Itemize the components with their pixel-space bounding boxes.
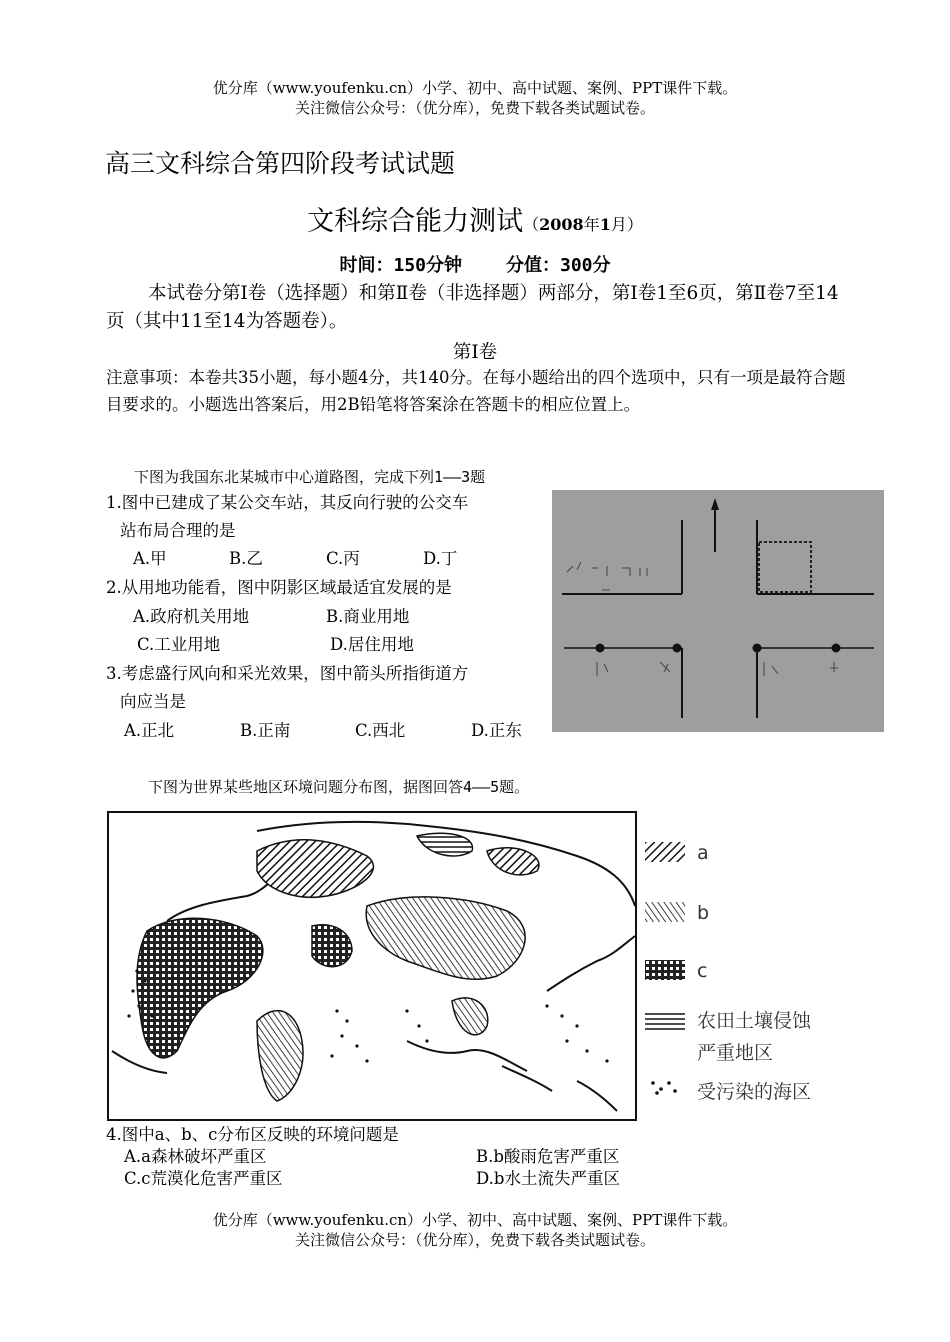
time-score-line <box>0 251 950 277</box>
footer-line-2: 关注微信公众号：（优分库），免费下载各类试题试卷。 <box>294 1231 655 1249</box>
q4-option-a: A.a森林破坏严重区 <box>124 1147 267 1166</box>
legend-item-polluted-sea <box>645 1077 811 1104</box>
bus-stop-yi <box>673 644 682 653</box>
road-map-drawing <box>552 490 884 732</box>
q2-option-d: D.居住用地 <box>330 635 414 654</box>
legend-label-farmland-2: 严重地区 <box>697 1042 774 1064</box>
bus-stop-jia <box>596 644 605 653</box>
header-line-2: 关注微信公众号：（优分库），免费下载各类试题试卷。 <box>294 99 655 117</box>
bus-stop-ding <box>832 644 841 653</box>
legend-item-b <box>645 902 709 924</box>
q1-stem-1: 1.图中已建成了某公交车站，其反向行驶的公交车 <box>106 493 469 512</box>
q2-option-c: C.工业用地 <box>137 635 221 654</box>
subtitle-text: 文科综合能力测试 <box>307 206 524 237</box>
legend-swatch-polluted-sea <box>645 1077 685 1097</box>
volume-heading: 第Ⅰ卷 <box>452 342 498 363</box>
q3-stem-1: 3.考虑盛行风向和采光效果，图中箭头所指街道方 <box>106 664 469 683</box>
north-arrow-icon <box>711 498 719 510</box>
q1-option-b: B.乙 <box>229 549 263 568</box>
legend-label-a: a <box>697 842 709 864</box>
map-legend <box>645 830 850 1120</box>
q2-option-b: B.商业用地 <box>326 607 410 626</box>
world-map-figure <box>107 811 637 1121</box>
footer-line-1: 优分库（www.youfenku.cn）小学、初中、高中试题、案例、PPT课件下载。 <box>212 1211 738 1229</box>
legend-swatch-b <box>645 902 685 922</box>
exam-date: （2008年1月） <box>523 215 643 234</box>
q1-option-c: C.丙 <box>326 549 360 568</box>
legend-label-polluted-sea: 受污染的海区 <box>697 1081 812 1103</box>
section1-intro: 下图为我国东北某城市中心道路图，完成下列1——3题 <box>134 468 486 486</box>
exam-subtitle <box>0 199 950 238</box>
q3-stem-2: 向应当是 <box>120 692 186 711</box>
legend-label-c: c <box>697 960 708 982</box>
q2-option-a: A.政府机关用地 <box>133 607 250 626</box>
q1-option-d: D.丁 <box>423 549 458 568</box>
q4-stem: 4.图中a、b、c分布区反映的环境问题是 <box>106 1125 399 1144</box>
world-map-drawing <box>107 811 637 1121</box>
q3-option-a: A.正北 <box>124 721 175 740</box>
section2-intro: 下图为世界某些地区环境问题分布图，据图回答4——5题。 <box>148 778 530 796</box>
road-map-figure <box>552 490 884 732</box>
q4-option-c: C.c荒漠化危害严重区 <box>124 1169 283 1188</box>
bus-stop-bing <box>753 644 762 653</box>
q4-option-d: D.b水土流失严重区 <box>476 1169 620 1188</box>
legend-item-a <box>645 842 709 864</box>
q1-option-a: A.甲 <box>133 549 167 568</box>
shaded-block <box>759 542 811 592</box>
legend-item-farmland <box>645 1005 811 1069</box>
exam-title: 高三文科综合第四阶段考试试题 <box>105 149 456 178</box>
q3-option-c: C.西北 <box>355 721 406 740</box>
notice-paragraph: 注意事项：本卷共35小题，每小题4分，共140分。在每小题给出的四个选项中，只有一项是最符合题目要求的。小题选出答案后，用2B铅笔将答案涂在答题卡的相应位置上。 <box>106 368 846 414</box>
legend-label-farmland-1: 农田土壤侵蚀 <box>697 1010 812 1032</box>
q3-option-d: D.正东 <box>471 721 522 740</box>
q1-stem-2: 站布局合理的是 <box>120 521 236 540</box>
q3-option-b: B.正南 <box>240 721 291 740</box>
legend-swatch-farmland <box>645 1013 685 1033</box>
q2-stem: 2.从用地功能看，图中阴影区域最适宜发展的是 <box>106 578 452 597</box>
legend-swatch-c <box>645 960 685 980</box>
exam-intro: 本试卷分第Ⅰ卷（选择题）和第Ⅱ卷（非选择题）两部分，第Ⅰ卷1至6页，第Ⅱ卷7至14页（其中11至14为答题卷）。 <box>106 283 839 332</box>
header-line-1: 优分库（www.youfenku.cn）小学、初中、高中试题、案例、PPT课件下载。 <box>212 79 738 97</box>
q4-option-b: B.b酸雨危害严重区 <box>476 1147 620 1166</box>
exam-score: 分值：300分 <box>506 255 611 276</box>
legend-label-b: b <box>697 902 710 924</box>
legend-swatch-a <box>645 842 685 862</box>
legend-item-c <box>645 960 707 982</box>
exam-time: 时间：150分钟 <box>339 255 462 276</box>
